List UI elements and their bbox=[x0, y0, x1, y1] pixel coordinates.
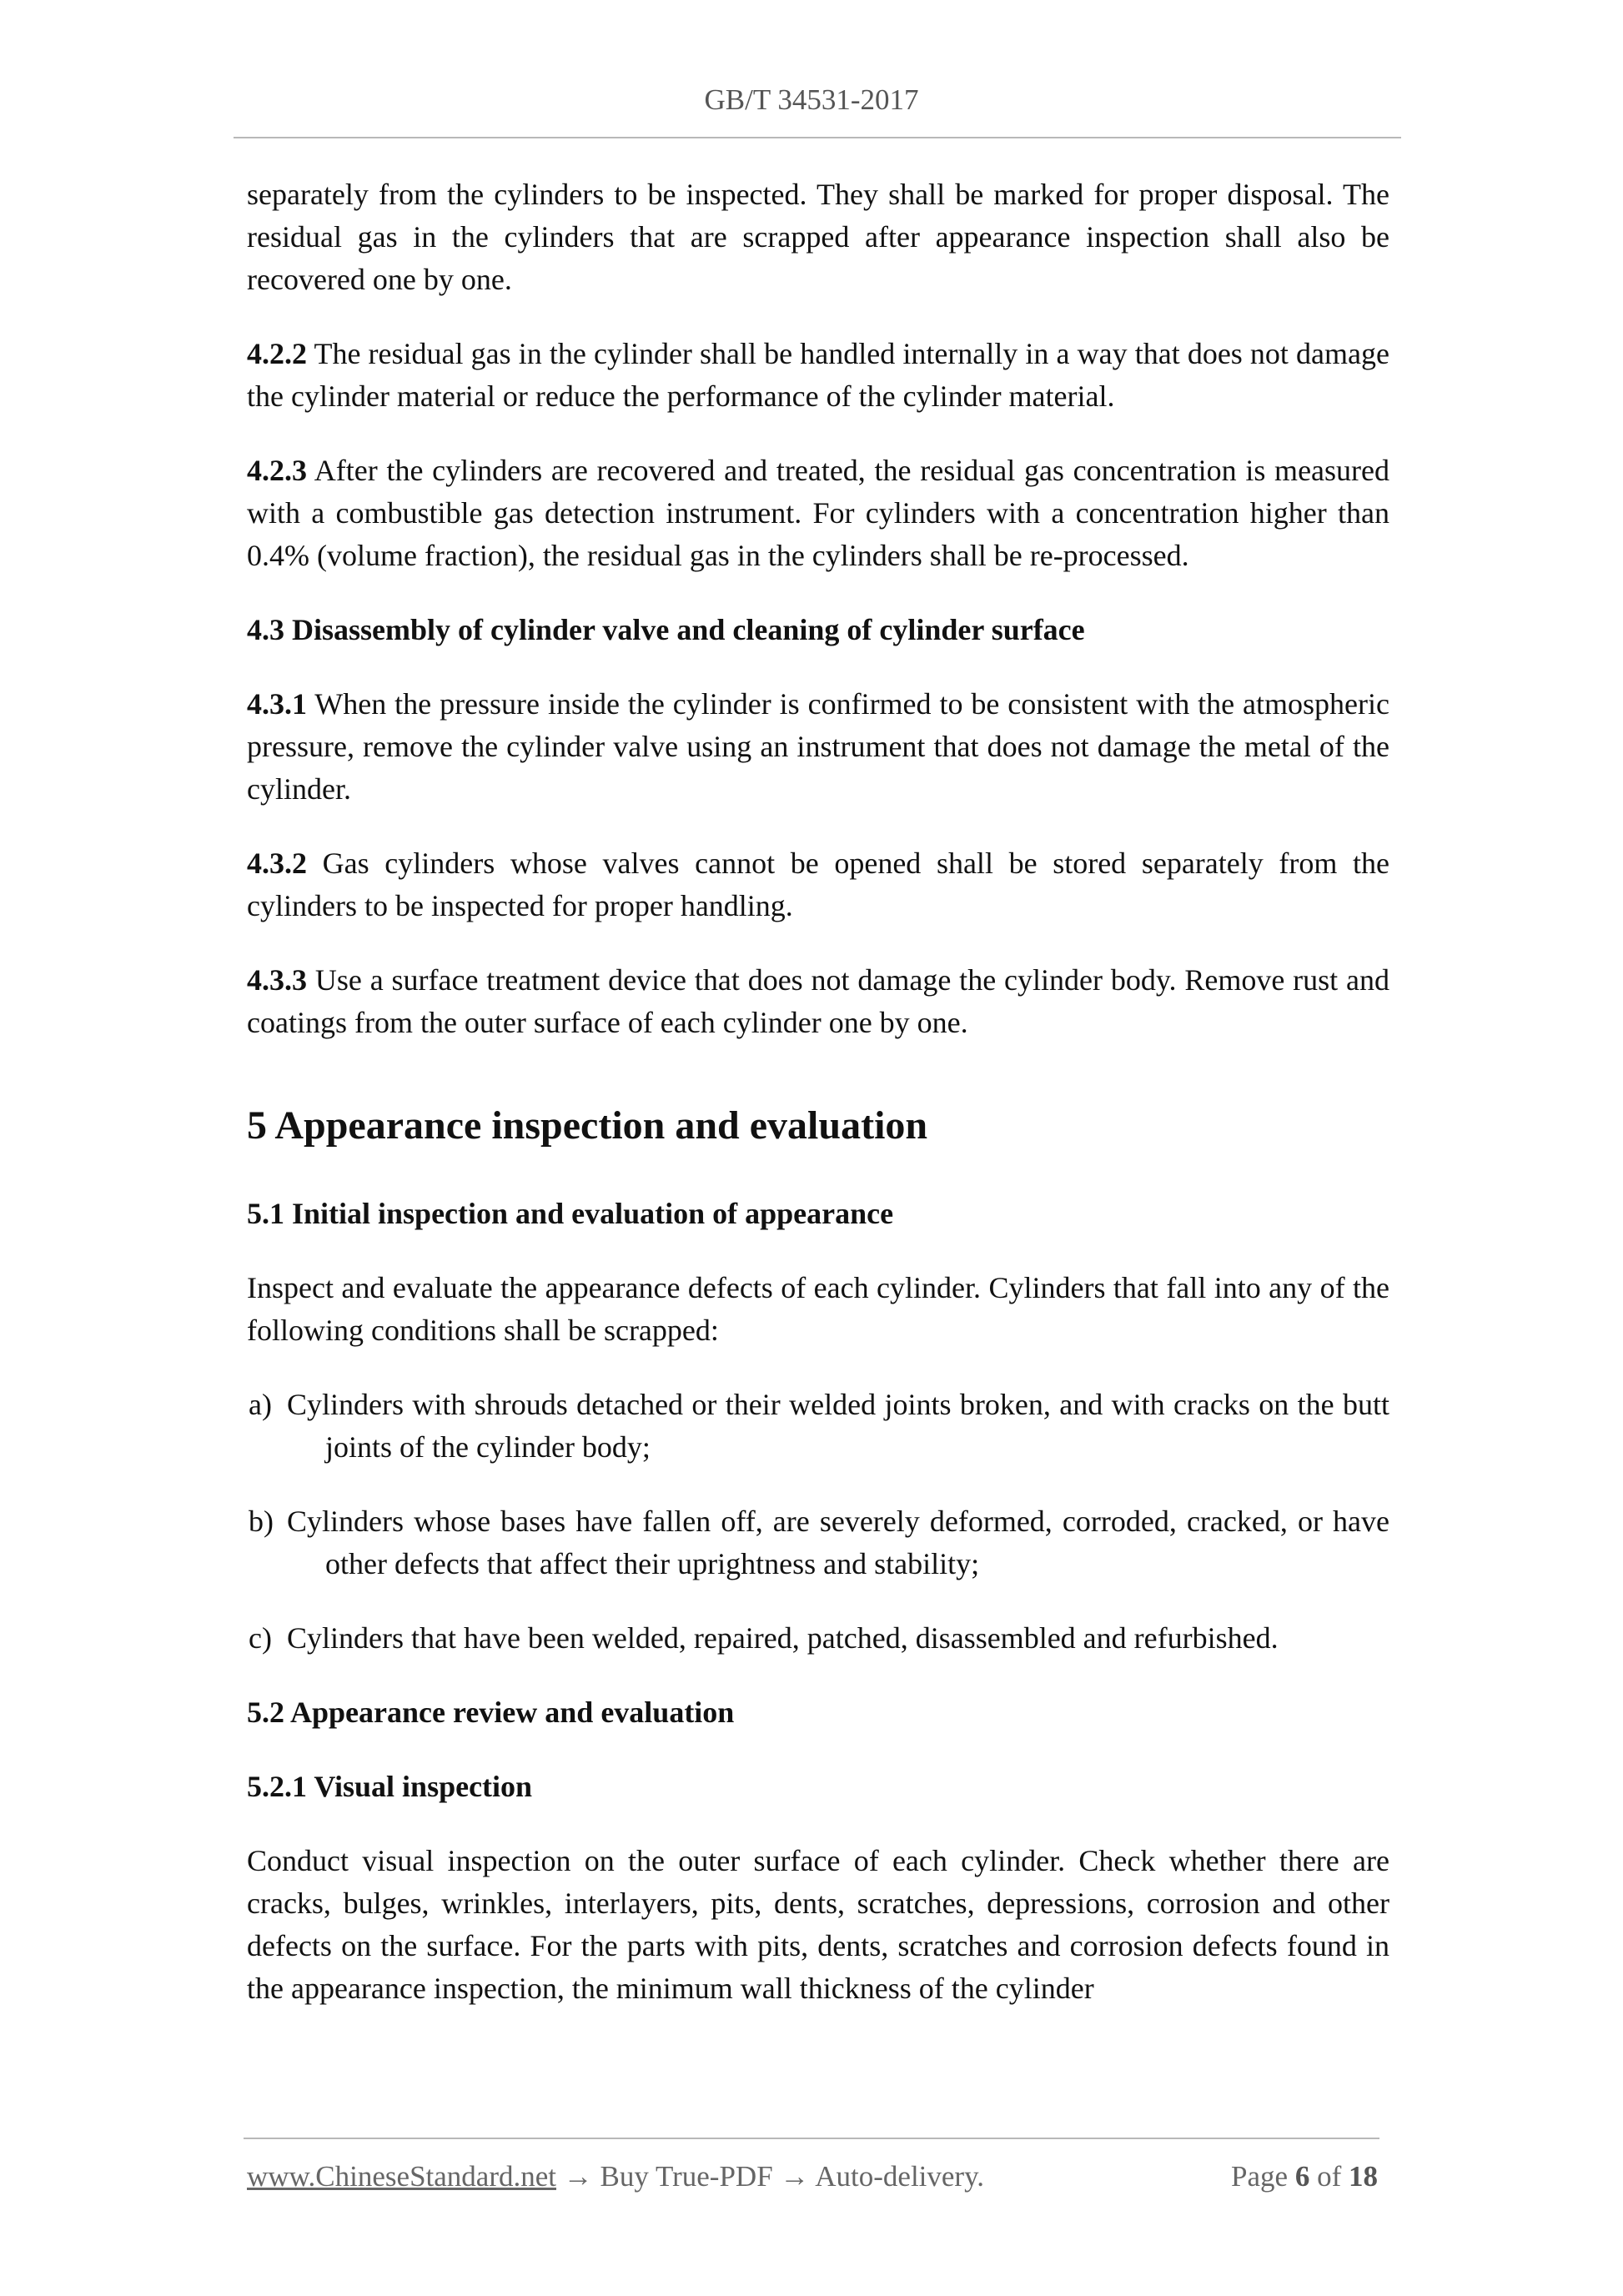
clause-number: 4.3.2 bbox=[247, 847, 307, 880]
buy-pdf-text: Buy True-PDF bbox=[600, 2160, 773, 2193]
auto-delivery-text: Auto-delivery. bbox=[815, 2160, 985, 2193]
list-item-text: Cylinders with shrouds detached or their welded joints broken, and with cracks on the butt joints of the cylinder body; bbox=[287, 1388, 1389, 1464]
page-number: 6 bbox=[1294, 2160, 1310, 2193]
clause-text: Use a surface treatment device that does not damage the cylinder body. Remove rust and coatings from the outer surface of each cylinder one by one. bbox=[247, 963, 1389, 1039]
site-link[interactable]: www.ChineseStandard.net bbox=[247, 2160, 556, 2193]
page-label: Page bbox=[1231, 2160, 1289, 2193]
clause-text: Gas cylinders whose valves cannot be opened shall be stored separately from the cylinders to be inspected for proper handling. bbox=[247, 847, 1389, 922]
list-item: b)Cylinders whose bases have fallen off, are severely deformed, corroded, cracked, or have other defects that affect their uprightness and stability; bbox=[249, 1505, 1389, 1580]
page-indicator bbox=[1231, 2160, 1378, 2193]
page-total: 18 bbox=[1349, 2160, 1378, 2193]
clause-4-3-3 bbox=[247, 959, 1389, 1044]
clause-text: After the cylinders are recovered and treated, the residual gas concentration is measured with a combustible gas detection instrument. For cylinders with a concentration higher than 0.4% (volume fraction), the residual gas in the cylinders shall be re-processed. bbox=[247, 454, 1389, 572]
clause-number: 4.2.3 bbox=[247, 454, 307, 487]
arrow-icon: → bbox=[556, 2160, 600, 2193]
list-item: c)Cylinders that have been welded, repaired, patched, disassembled and refurbished. bbox=[249, 1621, 1279, 1655]
header-divider bbox=[234, 137, 1401, 138]
intro-paragraph: separately from the cylinders to be inspected. They shall be marked for proper disposal. The residual gas in the cylinders that are scrapped after appearance inspection shall also be recovered one by one. bbox=[247, 178, 1389, 296]
clause-4-3-2 bbox=[247, 842, 1389, 927]
clause-text: The residual gas in the cylinder shall be handled internally in a way that does not damage the cylinder material or reduce the performance of the cylinder material. bbox=[247, 337, 1389, 413]
clause-number: 4.2.2 bbox=[247, 337, 307, 370]
clause-4-2-2 bbox=[247, 333, 1389, 418]
section-5-title: 5 Appearance inspection and evaluation bbox=[247, 1103, 928, 1148]
list-item-text: Cylinders that have been welded, repaired, patched, disassembled and refurbished. bbox=[287, 1621, 1279, 1655]
of-label: of bbox=[1317, 2160, 1342, 2193]
doc-id: GB/T 34531-2017 bbox=[704, 83, 919, 116]
footer-divider bbox=[244, 2138, 1379, 2139]
list-item: a)Cylinders with shrouds detached or their welded joints broken, and with cracks on the butt joints of the cylinder body; bbox=[249, 1388, 1389, 1464]
heading-5-1: 5.1 Initial inspection and evaluation of appearance bbox=[247, 1197, 894, 1230]
clause-4-3-1 bbox=[247, 683, 1389, 811]
list-item-text: Cylinders whose bases have fallen off, are severely deformed, corroded, cracked, or have other defects that affect their uprightness and stability; bbox=[287, 1505, 1389, 1580]
page-content bbox=[247, 173, 1389, 2042]
clause-text: When the pressure inside the cylinder is confirmed to be consistent with the atmospheric pressure, remove the cylinder valve using an instrument that does not damage the metal of the cylinder. bbox=[247, 687, 1389, 806]
clause-4-2-3 bbox=[247, 450, 1389, 577]
heading-5-2-1: 5.2.1 Visual inspection bbox=[247, 1770, 533, 1803]
clause-number: 4.3.1 bbox=[247, 687, 307, 721]
document-header bbox=[0, 83, 1623, 117]
arrow-icon: → bbox=[772, 2160, 816, 2193]
heading-4-3: 4.3 Disassembly of cylinder valve and cleaning of cylinder surface bbox=[247, 613, 1085, 646]
heading-5-2: 5.2 Appearance review and evaluation bbox=[247, 1696, 735, 1729]
footer-links bbox=[247, 2160, 984, 2193]
paragraph-5-2-1: Conduct visual inspection on the outer surface of each cylinder. Check whether there are cracks, bulges, wrinkles, interlayers, pits, dents, scratches, depressions, corrosion and other defects on the surface. For the parts with pits, dents, scratches and corrosion defects found in the appearance inspection, the minimum wall thickness of the cylinder bbox=[247, 1844, 1389, 2005]
paragraph-5-1: Inspect and evaluate the appearance defects of each cylinder. Cylinders that fall into any of the following conditions shall be scrapped: bbox=[247, 1271, 1389, 1347]
clause-number: 4.3.3 bbox=[247, 963, 307, 997]
